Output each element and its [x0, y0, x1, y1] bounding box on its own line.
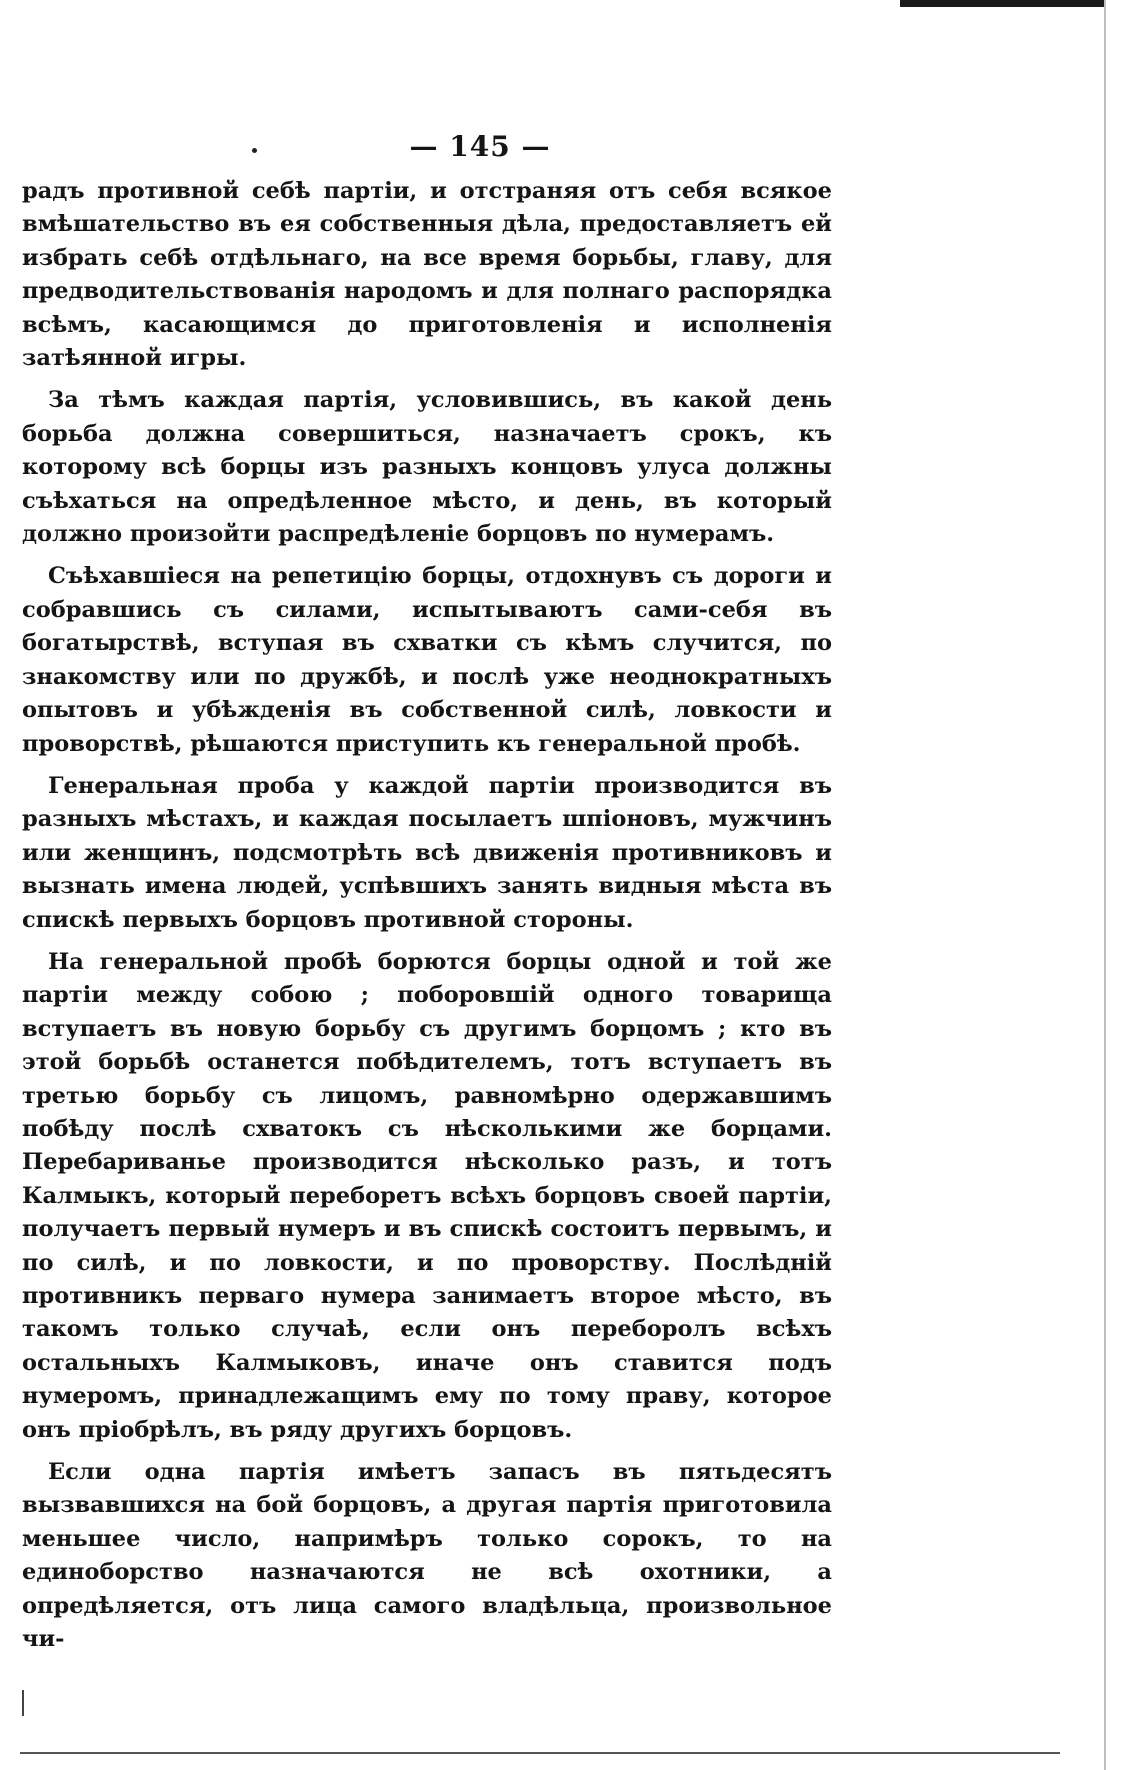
- paragraph-4: Генеральная проба у каждой партіи производится въ разныхъ мѣстахъ, и каждая посылаетъ шпіоновъ, мужчинъ или женщинъ, подсмотрѣть всѣ движенія противниковъ и вызнать имена людей, успѣвшихъ занять видныя мѣста въ спискѣ первыхъ борцовъ противной стороны.: [22, 772, 832, 933]
- scan-tick-left: [22, 1690, 24, 1716]
- page-number: — 145 —: [409, 130, 551, 163]
- scan-bar-top: [900, 0, 1105, 7]
- paragraph-5: На генеральной пробѣ борются борцы одной и той же партіи между собою ; поборовшій одного товарища вступаетъ въ новую борьбу съ другимъ борцомъ ; кто въ этой борьбѣ останется побѣдителемъ, тотъ вступаетъ въ третью борьбу съ лицомъ, равномѣрно одержавшимъ побѣду послѣ схватокъ съ нѣсколькими же борцами. Перебариванье производится нѣсколько разъ, и тотъ Калмыкъ, который переборетъ всѣхъ борцовъ своей партіи, получаетъ первый нумеръ и въ спискѣ состоитъ первымъ, и по силѣ, и по ловкости, и по проворству. Послѣдній противникъ перваго нумера занимаетъ второе мѣсто, въ такомъ только случаѣ, если онъ переборолъ всѣхъ остальныхъ Калмыковъ, иначе онъ ставится подъ нумеромъ, принадлежащимъ ему по тому праву, которое онъ пріобрѣлъ, въ ряду другихъ борцовъ.: [22, 948, 832, 1443]
- scan-line-bottom: [20, 1752, 1060, 1754]
- paragraph-1: радъ противной себѣ партіи, и отстраняя отъ себя всякое вмѣшательство въ ея собственныя дѣла, предоставляетъ ей избрать себѣ отдѣльнаго, на все время борьбы, главу, для предводительствованія народомъ и для полнаго распорядка всѣмъ, касающимся до приготовленія и исполненія затѣянной игры.: [22, 178, 832, 372]
- page-text: [22, 175, 832, 1665]
- scan-edge-right: [1104, 0, 1106, 1770]
- paragraph-2: За тѣмъ каждая партія, условившись, въ какой день борьба должна совершиться, назначаетъ срокъ, къ которому всѣ борцы изъ разныхъ концовъ улуса должны съѣхаться на опредѣленное мѣсто, и день, въ который должно произойти распредѣленіе борцовъ по нумерамъ.: [22, 387, 832, 548]
- paragraph-3: Съѣхавшіеся на репетицію борцы, отдохнувъ съ дороги и собравшись съ силами, испытываютъ сами-себя въ богатырствѣ, вступая въ схватки съ кѣмъ случится, по знакомству или по дружбѣ, и послѣ уже неоднократныхъ опытовъ и убѣжденія въ собственной силѣ, ловкости и проворствѣ, рѣшаются приступить къ генеральной пробѣ.: [22, 563, 832, 757]
- paragraph-6: Если одна партія имѣетъ запасъ въ пятьдесятъ вызвавшихся на бой борцовъ, а другая партія приготовила меньшее число, напримѣръ только сорокъ, то на единоборство назначаются не всѣ охотники, а опредѣляется, отъ лица самого владѣльца, произвольное чи-: [22, 1459, 832, 1653]
